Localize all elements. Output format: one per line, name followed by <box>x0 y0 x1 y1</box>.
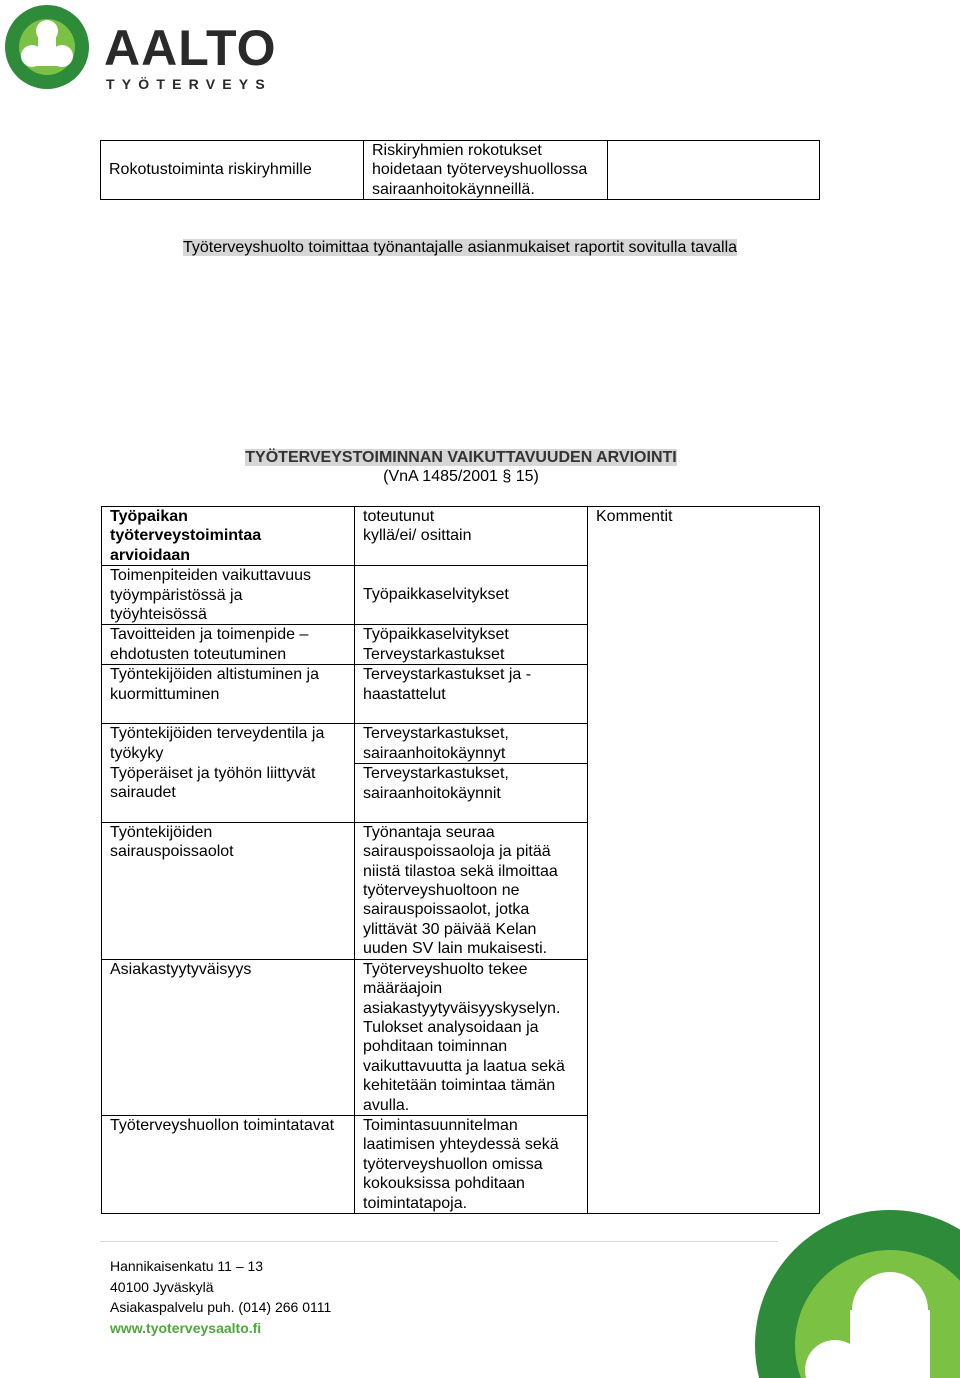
footer-city: 40100 Jyväskylä <box>110 1278 214 1295</box>
table-row <box>101 141 820 200</box>
row-method: Työnantaja seuraa sairauspoissaoloja ja pitää niistä tilastoa sekä ilmoittaa työterveyshuoltoon ne sairauspoissaolot, jotka ylittävät 30 päivää Kelan uuden SV lain mukaisesti. <box>355 822 588 959</box>
footer-address: Hannikaisenkatu 11 – 13 <box>110 1258 264 1274</box>
vaccination-comment <box>608 141 820 200</box>
footer-contact <box>110 1256 331 1338</box>
row-method: Työpaikkaselvitykset <box>355 566 588 625</box>
logo-subtitle-text: TYÖTERVEYS <box>106 76 272 92</box>
row-method: Työpaikkaselvitykset Terveystarkastukset <box>355 625 588 665</box>
footer-phone: Asiakaspalvelu puh. (014) 266 0111 <box>110 1299 332 1316</box>
row-subject: Asiakastyytyväisyys <box>102 959 355 1115</box>
company-logo <box>4 4 284 94</box>
table-header-row <box>102 507 820 566</box>
row-subject: Toimenpiteiden vaikuttavuus työympäristössä ja työyhteisössä <box>102 566 355 625</box>
footer-divider <box>100 1241 778 1242</box>
vaccination-label: Rokotustoiminta riskiryhmille <box>101 141 364 200</box>
header-subject: Työpaikan työterveystoimintaa arvioidaan <box>102 507 355 566</box>
vaccination-description: Riskiryhmien rokotukset hoidetaan työterveyshuollossa sairaanhoitokäynneillä. <box>364 141 608 200</box>
footer-website-link[interactable]: www.tyoterveysaalto.fi <box>110 1319 262 1336</box>
row-subject: Työterveyshuollon toimintatavat <box>102 1116 355 1214</box>
evaluation-title: TYÖTERVEYSTOIMINNAN VAIKUTTAVUUDEN ARVIOINTI <box>245 449 677 466</box>
aalto-logo-icon <box>4 4 90 90</box>
row-subject: Työperäiset ja työhön liittyvät sairaudet <box>102 764 355 823</box>
header-comments: Kommentit <box>588 507 820 1214</box>
row-method: Terveystarkastukset, sairaanhoitokäynnyt <box>355 724 588 764</box>
row-method: Työterveyshuolto tekee määräajoin asiakastyytyväisyyskyselyn. Tulokset analysoidaan ja pohditaan toiminnan vaikuttavuutta ja laatua sekä kehitetään toimintaa tämän avulla. <box>355 959 588 1115</box>
row-subject: Työntekijöiden sairauspoissaolot <box>102 822 355 959</box>
evaluation-subtitle: (VnA 1485/2001 § 15) <box>383 468 539 485</box>
decorative-logo-icon <box>740 1200 960 1378</box>
logo-brand-text: AALTO <box>104 20 277 76</box>
row-subject: Työntekijöiden altistuminen ja kuormittuminen <box>102 665 355 724</box>
row-method: Toimintasuunnitelman laatimisen yhteydessä sekä työterveyshuollon omissa kokouksissa pohditaan toimintatapoja. <box>355 1116 588 1214</box>
reporting-note: Työterveyshuolto toimittaa työnantajalle asianmukaiset raportit sovitulla tavalla <box>182 239 738 256</box>
row-subject: Työntekijöiden terveydentila ja työkyky <box>102 724 355 764</box>
row-subject: Tavoitteiden ja toimenpide – ehdotusten toteutuminen <box>102 625 355 665</box>
row-method: Terveystarkastukset, sairaanhoitokäynnit <box>355 764 588 823</box>
vaccination-table <box>100 140 820 200</box>
row-method: Terveystarkastukset ja - haastattelut <box>355 665 588 724</box>
evaluation-table <box>101 506 820 1214</box>
header-method: toteutunut kyllä/ei/ osittain <box>355 507 588 566</box>
